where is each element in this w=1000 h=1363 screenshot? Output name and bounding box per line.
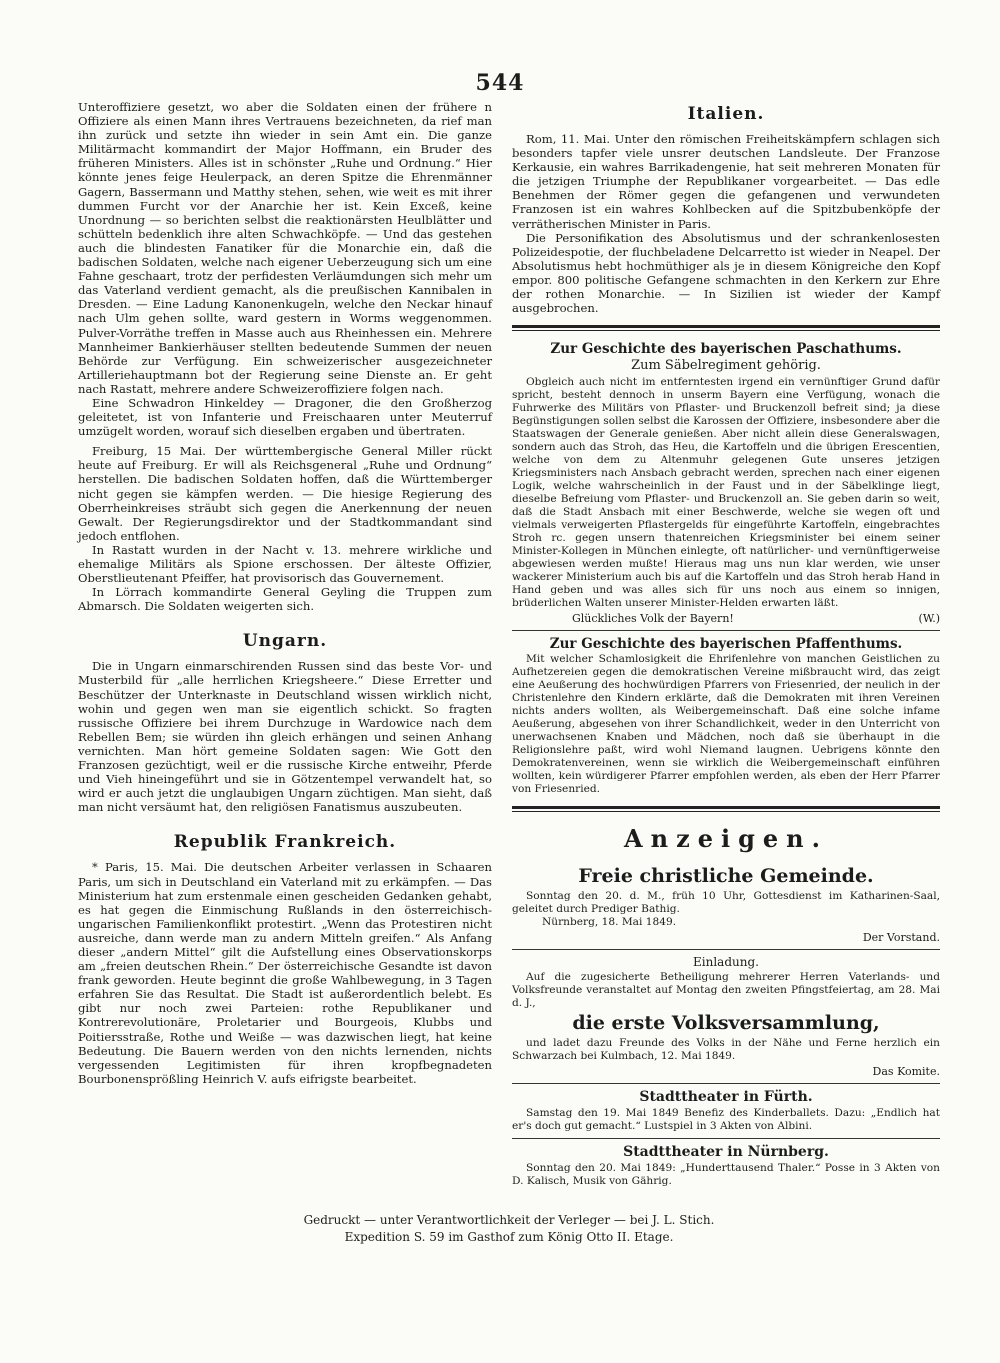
section-divider <box>512 325 940 331</box>
article-paragraph: Eine Schwadron Hinkeldey — Dragoner, die den Großherzog geleitetet, ist von Infanterie und Freischaaren unter Meuterruf umzügelt worden, worauf sich dieselben ergaben und übertraten. <box>78 395 492 439</box>
section-title-ungarn: Ungarn. <box>242 631 328 652</box>
ad-text: Sonntag den 20. d. M., früh 10 Uhr, Gottesdienst im Katharinen-Saal, geleitet durch Prediger Bathig. <box>512 890 940 916</box>
article-signature-row <box>512 612 940 625</box>
section-title-frankreich: Republik Frankreich. <box>173 832 397 853</box>
section-title-pfaffenthum: Zur Geschichte des bayerischen Pfaffenthums. <box>549 636 903 653</box>
ad-text: Sonntag den 20. Mai 1849: „Hunderttausend Thaler.“ Posse in 3 Akten von D. Kalisch, Musik von Gährig. <box>512 1162 940 1188</box>
ad-title: Freie christliche Gemeinde. <box>578 865 874 888</box>
article-paragraph: Obgleich auch nicht im entferntesten irgend ein vernünftiger Grund dafür spricht, besteht dennoch in unserm Bayern eine Verfügung, wonach die Fuhrwerke des Militärs von Pflaster- und Bruckenzoll befreit sind; ja diese Begünstigungen sollen selbst die Karossen der Offiziere, insbesondere aber die Staatswagen der Generale genießen. Aber nicht allein diese Generalswagen, sondern auch das Stroh, das Heu, die Kartoffeln und die übrigen Erescentien, welche von dem zu Altenmuhr gelegenen Gute unseres jetzigen Kriegsministers nach Ansbach gebracht werden, sprechen nach einer eigenen Logik, welche wahrscheinlich in der Faust und in der Säbelklinge liegt, dieselbe Befreiung vom Pflaster- und Bruckenzoll an. Sie geben darin so weit, daß die Stadt Ansbach mit einer Beschwerde, welche sie wegen oft und vielmals verweigerten Pflastergelds für eingeführte Kartoffeln, eingebrachtes Stroh rc. gegen unsern thatenreichen Kriegsminister bei einem seiner Minister-Kollegen in München einlegte, oft natürlicher- und vernünftigerweise abgewiesen werden mußte! Hieraus mag uns nun klar werden, wie unser wackerer Ministerium auch bis auf die Kartoffeln und das Stroh herab Hand in Hand geben und was alles sich für uns noch aus einem so innigen, brüderlichen Walten unserer Minister-Helden erwarten läßt. <box>512 376 940 610</box>
ad-title: Stadttheater in Nürnberg. <box>623 1144 829 1161</box>
section-divider <box>512 806 940 812</box>
ad-heading: Einladung. <box>693 955 759 970</box>
ad-divider <box>512 949 940 950</box>
article-paragraph: Die in Ungarn einmarschirenden Russen sind das beste Vor- und Musterbild für „alle herrlichen Kriegsheere.“ Diese Erretter und Beschützer der Unterknaste in Deutschland wissen wirklich nicht, wohin und gegen wen man sie eigentlich schickt. So fragten russische Offiziere bei ihrem Durchzuge in Wardowice nach dem Rebellen Bem; sie würden ihn gleich erhängen und seinen Anhang vernichten. Man hört gemeine Soldaten sagen: Wie Gott den Franzosen gezüchtigt, weil er die russische Kirche entweihr, Pferde und Vieh hineingeführt und sie in Götzentempel verwandelt hat, so wird er auch jetzt die unglaubigen Ungarn züchtigen. Man sieht, daß man nicht versäumt hat, den religiösen Fanatismus auszubeuten. <box>78 659 492 815</box>
article-closing: Glückliches Volk der Bayern! <box>572 612 734 626</box>
article-paragraph: In Lörrach kommandirte General Geyling die Truppen zum Abmarsch. Die Soldaten weigerten sich. <box>78 585 492 614</box>
article-paragraph: Mit welcher Schamlosigkeit die Ehrifenlehre von manchen Geistlichen zu Aufhetzereien gegen die demokratischen Vereine mißbraucht wird, das zeigt eine Aeußerung des hochwürdigen Pfarrers von Friesenried, der neulich in der Christenlehre den Kindern erklärte, daß die Demokraten mit ihren Vereinen nichts anders wollten, als Weibergemeinschaft. Daß eine solche infame Aeußerung, abgesehen von ihrer Schandlichkeit, weder in den Unterricht von unerwachsenen Knaben und Mädchen, noch daß sie überhaupt in die Religionslehre paßt, wird wohl Niemand laugnen. Uebrigens könnte den Demokratenvereinen, wenn sie wirklich die Weibergemeinschaft einführen wollten, kein würdigerer Pfarrer empfohlen werden, als eben der Herr Pfarrer von Friesenried. <box>512 653 940 796</box>
imprint-line: Expedition S. 59 im Gasthof zum König Otto II. Etage. <box>344 1230 674 1244</box>
ad-divider <box>512 1138 940 1139</box>
author-mark: (W.) <box>918 612 940 626</box>
ad-place: Nürnberg, 18. Mai 1849. <box>542 916 677 929</box>
ad-text: und ladet dazu Freunde des Volks in der Nähe und Ferne herzlich ein Schwarzach bei Kulmbach, 12. Mai 1849. <box>512 1037 940 1063</box>
article-paragraph: Rom, 11. Mai. Unter den römischen Freiheitskämpfern schlagen sich besonders tapfer viele unsrer deutschen Landsleute. Der Franzose Kerkausie, ein wahres Barrikadengenie, hat seit mehreren Monaten für die jetzigen Triumphe der Republikaner vorgearbeitet. — Das edle Benehmen der Römer gegen die gefangenen und verwundeten Franzosen ist ein wahres Kohlbecken auf die Spitzbubenköpfe der verrätherischen Minister in Paris. <box>512 132 940 231</box>
imprint-footer <box>78 1212 940 1246</box>
article-paragraph: Freiburg, 15 Mai. Der württembergische General Miller rückt heute auf Freiburg. Er will als Reichsgeneral „Ruhe und Ordnung“ herstellen. Die badischen Soldaten hoffen, daß die Württemberger nicht gegen sie kämpfen werden. — Die hiesige Regierung des Oberrheinkreises sträubt sich gegen die Anerkennung der neuen Gewalt. Der Regierungsdirektor und der Stadtkommandant sind jedoch entflohen. <box>78 444 492 543</box>
ad-title: die erste Volksversammlung, <box>572 1012 880 1035</box>
section-subtitle: Zum Säbelregiment gehörig. <box>631 358 821 374</box>
anzeigen-heading: Anzeigen. <box>624 824 828 854</box>
ad-divider <box>512 1083 940 1084</box>
right-column <box>512 100 940 1188</box>
section-title-italien: Italien. <box>687 104 765 124</box>
article-paragraph: * Paris, 15. Mai. Die deutschen Arbeiter verlassen in Schaaren Paris, um sich in Deutschland ein Vaterland mit zu erkämpfen. — Das Ministerium hat zum erstenmale einen gescheiden Gedanken gehabt, es hat gegen die Einmischung Rußlands in den österreichisch-ungarischen Familienkonflikt protestirt. „Wenn das Protestiren nicht ausreiche, dann werde man zu andern Mitteln greifen.“ Als Anfang dieser „andern Mittel“ gilt die Aufstellung eines Observationskorps am „freien deutschen Rhein.“ Der österreichische Gesandte ist davon frank geworden. Heute beginnt die große Wahlbewegung, in 3 Tagen erfahren Sie das Resultat. Die Stadt ist außerordentlich belebt. Es gibt nur noch zwei Parteien: rothe Republikaner und Kontrerevolutionäre, Proletarier und Bourgeois, Klubbs und Poitiersstraße, Rothe und Weiße — was dazwischen liegt, hat keine Bedeutung. Die Bauern werden von den nichts lernenden, nichts vergessenden Legitimisten für ihren kropfbegnadeten Bourbonensprößling Heinrich V. aufs eifrigste bearbeitet. <box>78 860 492 1086</box>
imprint-line: Gedruckt — unter Verantwortlichkeit der Verleger — bei J. L. Stich. <box>303 1213 715 1227</box>
ad-text: Samstag den 19. Mai 1849 Benefiz des Kinderballets. Dazu: „Endlich hat er's doch gut gemacht.“ Lustspiel in 3 Akten von Albini. <box>512 1107 940 1133</box>
section-title-paschathum: Zur Geschichte des bayerischen Paschathums. <box>550 341 902 358</box>
ad-signature: Das Komite. <box>872 1065 940 1079</box>
article-paragraph: In Rastatt wurden in der Nacht v. 13. mehrere wirkliche und ehemalige Militärs als Spione erschossen. Der älteste Offizier, Oberstlieutenant Pfeiffer, hat provisorisch das Gouvernement. <box>78 542 492 586</box>
ad-title: Stadttheater in Fürth. <box>639 1089 813 1106</box>
page-number: 544 <box>475 70 525 96</box>
article-paragraph: Die Personifikation des Absolutismus und der schrankenlosesten Polizeidespotie, der fluchbeladene Delcarretto ist wieder in Neapel. Der Absolutismus hebt hochmüthiger als je in diesem Königreiche den Kopf empor. 800 politische Gefangene schmachten in den Kerkern zur Ehre der rothen Monarchie. — In Sizilien ist wieder der Kampf ausgebrochen. <box>512 230 940 316</box>
section-divider <box>512 630 940 631</box>
ad-signature: Der Vorstand. <box>862 931 940 945</box>
article-paragraph: Unteroffiziere gesetzt, wo aber die Soldaten einen der frühere n Offiziere als einen Mann ihres Vertrauens bezeichneten, da rief man ihn zurück und setzte ihn wieder in sein Amt ein. Die ganze Militärmacht kommandirt der Major Hoffmann, ein Bruder des früheren Ministers. Alles ist in schönster „Ruhe und Ordnung.“ Hier könnte jenes feige Heulerpack, an deren Spitze die Ehrenmänner Gagern, Bassermann und Matthy stehen, sehen, wie weit es mit ihrer dummen Furcht vor der Anarchie her ist. Kein Exceß, keine Unordnung — so berichten selbst die reaktionärsten Heulblätter und schütteln bedenklich ihre alten Schwachköpfe. — Und das gestehen auch die blindesten Fanatiker für die Monarchie ein, daß die badischen Soldaten, welche nach eigener Ueberzeugung sich um eine Fahne geschaart, trotz der perfidesten Verläumdungen sich mehr um das Vaterland verdient gemacht, als die preußischen Kannibalen in Dresden. — Eine Ladung Kanonenkugeln, welche den Neckar hinauf nach Ulm gehen sollte, ward gestern in Worms weggenommen. Pulver-Vorräthe treffen in Masse auch aus Rheinhessen ein. Mehrere Mannheimer Bankierhäuser stellten bedeutende Summen der neuen Behörde zur Verfügung. Ein schweizerischer ausgezeichneter Artilleriehauptmann bot der Regierung seine Dienste an. Er geht nach Rastatt, mehrere andere Schweizeroffiziere folgen nach. <box>78 100 492 396</box>
ad-text: Auf die zugesicherte Betheiligung mehrerer Herren Vaterlands- und Volksfreunde veranstaltet auf Montag den zweiten Pfingstfeiertag, am 28. Mai d. J., <box>512 971 940 1010</box>
left-column <box>78 100 492 1086</box>
